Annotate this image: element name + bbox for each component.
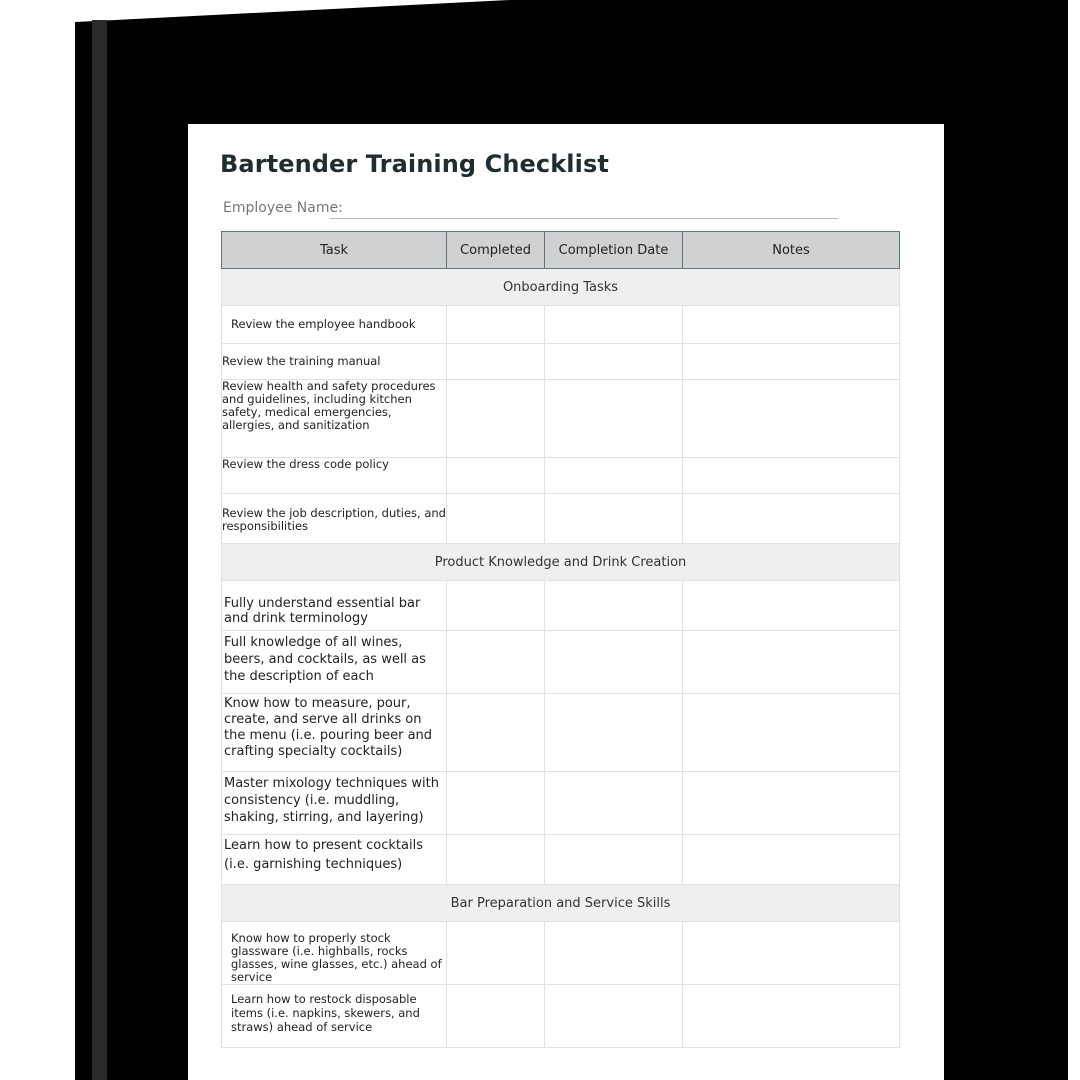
completed-cell[interactable] (447, 344, 545, 380)
section-title: Bar Preparation and Service Skills (222, 885, 900, 922)
task-cell (222, 581, 447, 631)
table-row (222, 835, 900, 885)
completed-cell[interactable] (447, 772, 545, 835)
section-title: Onboarding Tasks (222, 269, 900, 306)
header-task: Task (222, 232, 447, 269)
task-cell (222, 772, 447, 835)
employee-name-field[interactable] (330, 218, 838, 219)
header-notes: Notes (683, 232, 900, 269)
notes-cell[interactable] (683, 306, 900, 344)
task-cell (222, 835, 447, 885)
completion-date-cell[interactable] (545, 581, 683, 631)
table-row (222, 694, 900, 772)
task-cell (222, 494, 447, 544)
section-row-onboarding (222, 269, 900, 306)
completed-cell[interactable] (447, 835, 545, 885)
table-row (222, 922, 900, 985)
task-cell (222, 985, 447, 1048)
completed-cell[interactable] (447, 694, 545, 772)
notes-cell[interactable] (683, 694, 900, 772)
task-cell (222, 631, 447, 694)
training-checklist-table (221, 231, 900, 1048)
completion-date-cell[interactable] (545, 694, 683, 772)
document-title: Bartender Training Checklist (220, 150, 609, 178)
completed-cell[interactable] (447, 494, 545, 544)
task-cell (222, 694, 447, 772)
task-cell (222, 922, 447, 985)
section-title: Product Knowledge and Drink Creation (222, 544, 900, 581)
completion-date-cell[interactable] (545, 985, 683, 1048)
task-text: Learn how to present cocktails (i.e. garnishing techniques) (224, 838, 423, 872)
task-text: Review the dress code policy (222, 457, 389, 471)
completed-cell[interactable] (447, 631, 545, 694)
completed-cell[interactable] (447, 985, 545, 1048)
completed-cell[interactable] (447, 306, 545, 344)
header-completed: Completed (447, 232, 545, 269)
completion-date-cell[interactable] (545, 494, 683, 544)
task-cell (222, 458, 447, 494)
task-text: Know how to properly stock glassware (i.e. highballs, rocks glasses, wine glasses, etc.) ahead of service (231, 931, 442, 984)
completion-date-cell[interactable] (545, 922, 683, 985)
header-completion-date: Completion Date (545, 232, 683, 269)
section-row-product-knowledge (222, 544, 900, 581)
checklist-page (188, 124, 944, 1080)
table-row (222, 985, 900, 1048)
task-text: Review the training manual (222, 354, 381, 368)
notes-cell[interactable] (683, 631, 900, 694)
section-row-bar-preparation (222, 885, 900, 922)
notes-cell[interactable] (683, 835, 900, 885)
table-row (222, 581, 900, 631)
notes-cell[interactable] (683, 772, 900, 835)
table-row (222, 306, 900, 344)
completed-cell[interactable] (447, 581, 545, 631)
completed-cell[interactable] (447, 922, 545, 985)
completion-date-cell[interactable] (545, 458, 683, 494)
task-cell (222, 306, 447, 344)
completion-date-cell[interactable] (545, 631, 683, 694)
completion-date-cell[interactable] (545, 380, 683, 458)
notes-cell[interactable] (683, 458, 900, 494)
notes-cell[interactable] (683, 985, 900, 1048)
task-text: Full knowledge of all wines, beers, and cocktails, as well as the description of each (224, 635, 426, 684)
table-row (222, 344, 900, 380)
task-text: Master mixology techniques with consistency (i.e. muddling, shaking, stirring, and layering) (224, 776, 440, 825)
table-row (222, 494, 900, 544)
notes-cell[interactable] (683, 922, 900, 985)
task-text: Review the employee handbook (231, 317, 416, 331)
task-cell (222, 380, 447, 458)
employee-name-label: Employee Name: (223, 200, 343, 216)
table-row (222, 631, 900, 694)
notes-cell[interactable] (683, 494, 900, 544)
notes-cell[interactable] (683, 581, 900, 631)
table-row (222, 458, 900, 494)
table-row (222, 772, 900, 835)
task-text: Fully understand essential bar and drink terminology (224, 596, 421, 626)
task-text: Know how to measure, pour, create, and serve all drinks on the menu (i.e. pouring beer and crafting specialty cocktails) (224, 696, 433, 759)
header-row (222, 232, 900, 269)
notes-cell[interactable] (683, 380, 900, 458)
completion-date-cell[interactable] (545, 835, 683, 885)
table-row (222, 380, 900, 458)
backing-edge-stripe (92, 20, 107, 1080)
notes-cell[interactable] (683, 344, 900, 380)
task-text: Review the job description, duties, and responsibilities (222, 506, 446, 533)
completed-cell[interactable] (447, 380, 545, 458)
task-text: Learn how to restock disposable items (i.e. napkins, skewers, and straws) ahead of service (231, 992, 420, 1034)
completion-date-cell[interactable] (545, 306, 683, 344)
task-cell (222, 344, 447, 380)
completion-date-cell[interactable] (545, 772, 683, 835)
task-text: Review health and safety procedures and guidelines, including kitchen safety, medical emergencies, allergies, and sanitization (222, 379, 436, 432)
completed-cell[interactable] (447, 458, 545, 494)
completion-date-cell[interactable] (545, 344, 683, 380)
